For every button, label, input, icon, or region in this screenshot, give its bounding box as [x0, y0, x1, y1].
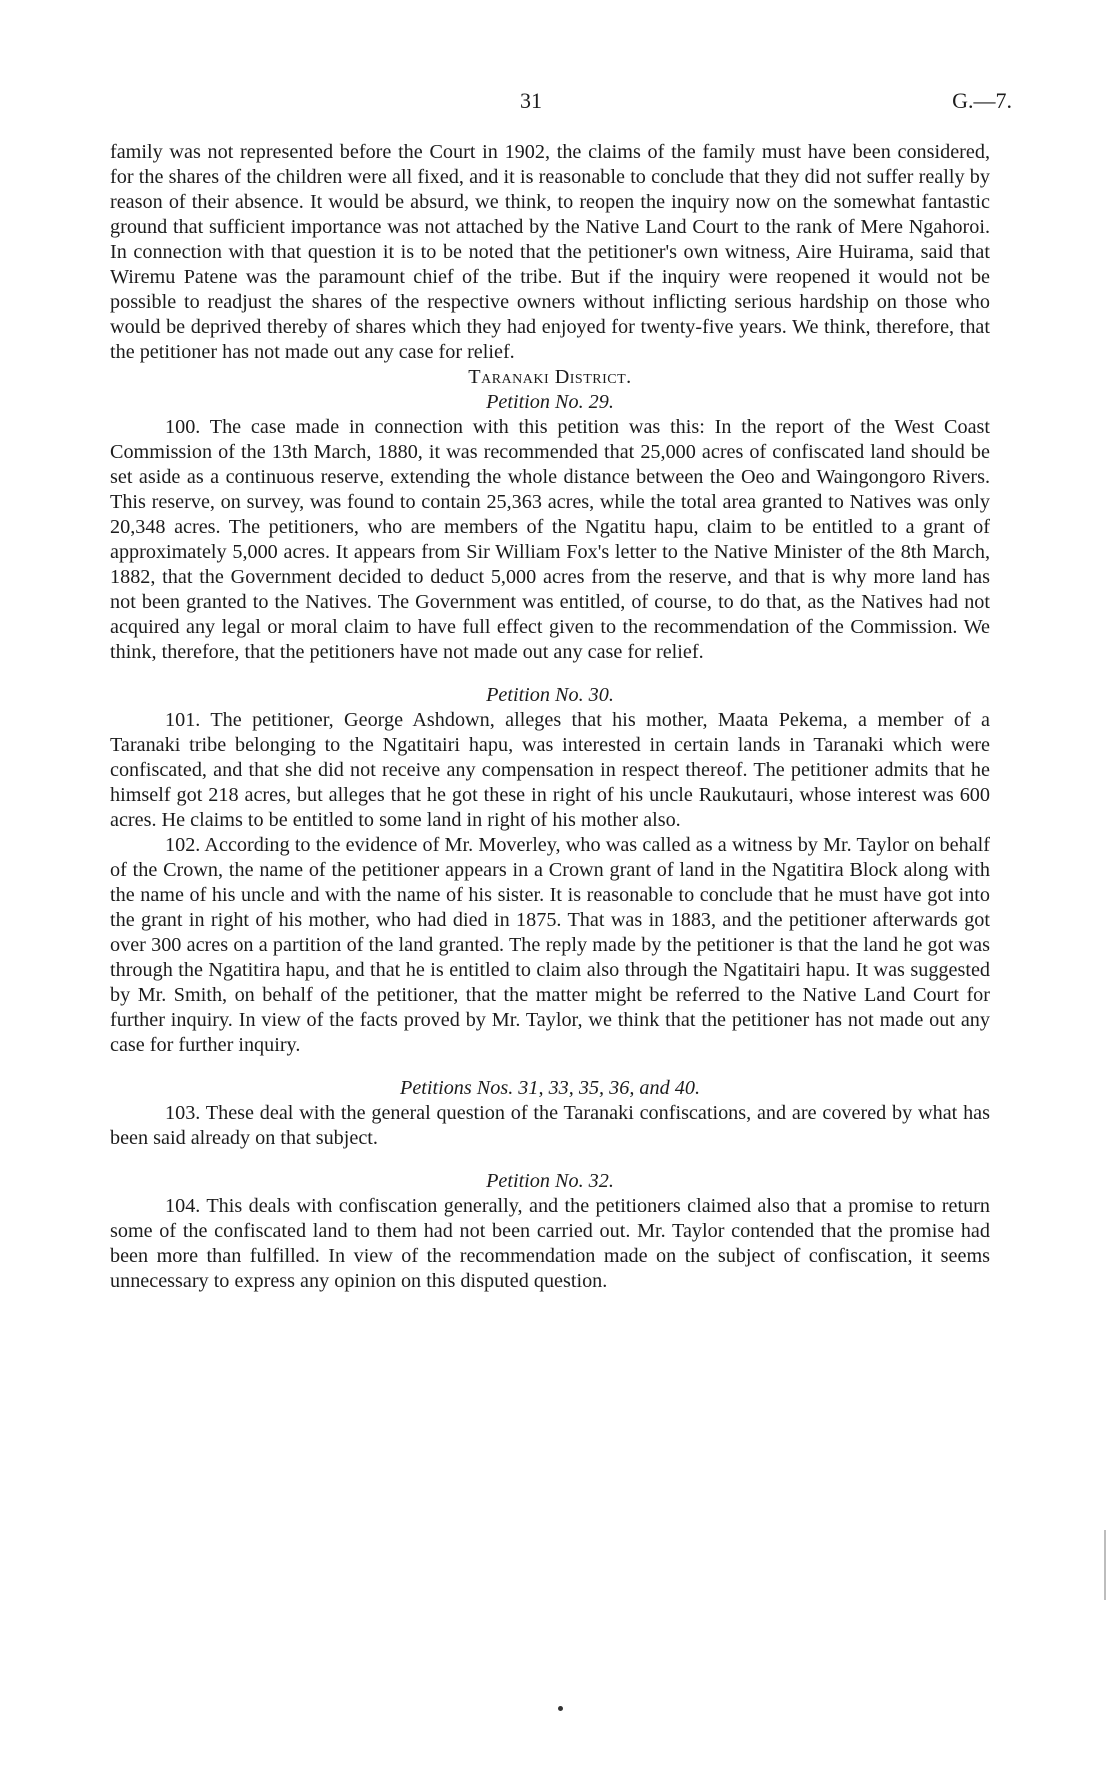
document-body	[110, 140, 990, 1294]
paragraph-104: 104. This deals with confiscation generally, and the petitioners claimed also that a promise to return some of the confiscated land to them had not been carried out. Mr. Taylor contended that the promise had been more than fulfilled. In view of the recommendation made on the subject of confiscation, it seems unnecessary to express any opinion on this disputed question.	[110, 1195, 990, 1292]
petition-32-heading: Petition No. 32.	[486, 1170, 614, 1192]
district-heading: Taranaki District.	[468, 366, 632, 388]
paragraph-intro: family was not represented before the Court in 1902, the claims of the family must have been considered, for the shares of the children were all fixed, and it is reasonable to conclude that they did not suffer really by reason of their absence. It would be absurd, we think, to reopen the inquiry now on the somewhat fantastic ground that sufficient importance was not attached by the Native Land Court to the rank of Mere Ngahoroi. In connection with that question it is to be noted that the petitioner's own witness, Aire Huirama, said that Wiremu Patene was the paramount chief of the tribe. But if the inquiry were reopened it would not be possible to readjust the shares of the respective owners without inflicting serious hardship on those who would be deprived thereby of shares which they had enjoyed for twenty-five years. We think, therefore, that the petitioner has not made out any case for relief.	[110, 141, 990, 363]
petitions-31-33-35-36-40-heading: Petitions Nos. 31, 33, 35, 36, and 40.	[399, 1077, 700, 1099]
paragraph-100: 100. The case made in connection with this petition was this: In the report of the West Coast Commission of the 13th March, 1880, it was recommended that 25,000 acres of confiscated land should be set aside as a continuous reserve, extending the whole distance between the Oeo and Waingongoro Rivers. This reserve, on survey, was found to contain 25,363 acres, while the total area granted to Natives was only 20,348 acres. The petitioners, who are members of the Ngatitu hapu, claim to be entitled to a grant of approximately 5,000 acres. It appears from Sir William Fox's letter to the Native Minister of the 8th March, 1882, that the Government decided to deduct 5,000 acres from the reserve, and that is why more land has not been granted to the Natives. The Government was entitled, of course, to do that, as the Natives had not acquired any legal or moral claim to have full effect given to the recommendation of the Commission. We think, therefore, that the petitioners have not made out any case for relief.	[110, 416, 990, 663]
bottom-dot-mark	[558, 1706, 563, 1711]
page-reference: G.—7.	[952, 88, 1012, 113]
paragraph-103: 103. These deal with the general question of the Taranaki confiscations, and are covered by what has been said already on that subject.	[110, 1102, 990, 1149]
petition-29-heading: Petition No. 29.	[486, 391, 614, 413]
paragraph-101: 101. The petitioner, George Ashdown, alleges that his mother, Maata Pekema, a member of a Taranaki tribe belonging to the Ngatitairi hapu, was interested in certain lands in Taranaki which were confiscated, and that she did not receive any compensation in respect thereof. The petitioner admits that he himself got 218 acres, but alleges that he got these in right of his uncle Raukutauri, whose interest was 600 acres. He claims to be entitled to some land in right of his mother also.	[110, 709, 990, 831]
scan-edge-mark	[1104, 1530, 1106, 1600]
paragraph-102: 102. According to the evidence of Mr. Moverley, who was called as a witness by Mr. Taylor on behalf of the Crown, the name of the petitioner appears in a Crown grant of land in the Ngatitira Block along with the name of his uncle and with the name of his sister. It is reasonable to conclude that he must have got into the grant in right of his mother, who had died in 1875. That was in 1883, and the petitioner afterwards got over 300 acres on a partition of the land granted. The reply made by the petitioner is that the land he got was through the Ngatitira hapu, and that he is entitled to claim also through the Ngatitairi hapu. It was suggested by Mr. Smith, on behalf of the petitioner, that the matter might be referred to the Native Land Court for further inquiry. In view of the facts proved by Mr. Taylor, we think that the petitioner has not made out any case for further inquiry.	[110, 834, 990, 1056]
page-number: 31	[520, 88, 542, 113]
petition-30-heading: Petition No. 30.	[486, 684, 614, 706]
